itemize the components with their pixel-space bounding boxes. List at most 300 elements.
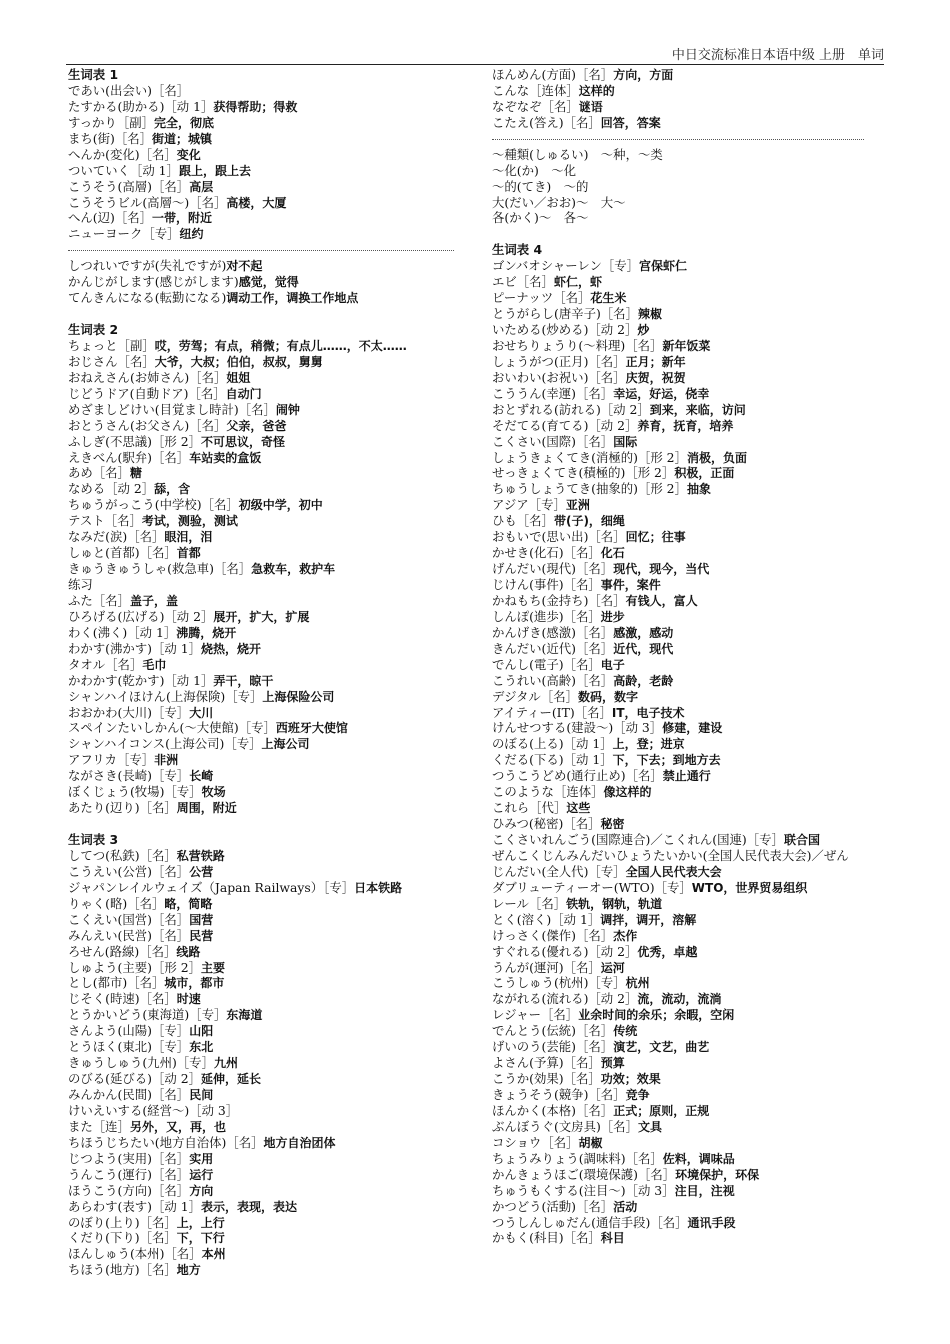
vocab-entry <box>492 1167 892 1183</box>
vocab-entry <box>492 657 892 673</box>
page-header <box>0 44 950 62</box>
entry-reading: いためる(炒める)［动 2］ <box>492 322 638 337</box>
vocab-entry <box>68 529 468 545</box>
entry-reading: なみだ(涙)［名］ <box>68 529 165 545</box>
vocab-entry <box>68 450 468 466</box>
entry-meaning: 带(子)，细绳 <box>553 514 625 529</box>
entry-meaning: 民营 <box>189 928 214 943</box>
vocab-entry <box>68 434 468 450</box>
section-heading: 生词表 3 <box>68 832 119 847</box>
vocab-entry <box>492 322 892 338</box>
entry-reading: みんかん(民間)［名］ <box>68 1087 190 1102</box>
vocab-entry <box>492 1215 892 1231</box>
entry-meaning: 闹钟 <box>275 402 300 417</box>
vocab-entry <box>68 83 468 99</box>
entry-reading: しゅよう(主要)［形 2］ <box>68 959 202 975</box>
vocab-entry <box>68 1167 468 1183</box>
entry-meaning: 毛巾 <box>142 657 167 672</box>
vocab-entry <box>68 784 468 800</box>
header-rule <box>66 64 884 65</box>
entry-meaning: 自动门 <box>225 386 262 401</box>
vocab-entry <box>68 1007 468 1023</box>
entry-reading: こくさいれんごう(国際連合)／こくれん(国連)［专］ <box>492 832 784 847</box>
entry-meaning: 烧热，烧开 <box>201 641 262 656</box>
entry-meaning: 沸腾，烧开 <box>176 625 237 640</box>
entry-reading: きんだい(近代)［名］ <box>492 640 614 656</box>
vocab-entry <box>492 896 892 912</box>
vocab-entry <box>492 115 892 131</box>
vocab-entry <box>68 577 468 593</box>
header-title: 中日交流标准日本语中级 上册 单词 <box>671 48 884 63</box>
entry-reading: こくさい(国際)［名］ <box>492 433 614 449</box>
vocab-entry <box>492 832 892 848</box>
vocab-entry <box>492 290 892 306</box>
entry-meaning: 东北 <box>189 1040 214 1055</box>
entry-reading: かわかす(乾かす)［动 1］ <box>68 672 214 688</box>
vocab-entry <box>68 1215 468 1231</box>
entry-reading: きゅうしゅう(九州)［专］ <box>68 1055 214 1071</box>
vocab-entry <box>492 386 892 402</box>
entry-reading: また［连］ <box>68 1118 130 1134</box>
entry-meaning: 竞争 <box>625 1088 650 1102</box>
vocab-entry <box>68 402 468 418</box>
entry-meaning: 新年饭菜 <box>662 338 711 353</box>
vocab-entry <box>492 210 892 226</box>
entry-meaning: 东海道 <box>226 1008 263 1023</box>
entry-reading: わく(沸く)［动 1］ <box>68 624 177 640</box>
entry-meaning: 运河 <box>600 960 625 975</box>
vocab-entry <box>492 258 892 274</box>
entry-meaning: 禁止通行 <box>662 769 711 784</box>
entry-reading: かねもち(金持ち)［名］ <box>492 592 626 608</box>
entry-meaning: 跟上，跟上去 <box>178 163 251 178</box>
vocab-entry <box>68 1262 468 1278</box>
entry-reading: とく(溶く)［动 1］ <box>492 911 601 927</box>
vocab-entry <box>492 625 892 641</box>
entry-meaning: 优秀，卓越 <box>637 944 698 959</box>
vocab-entry <box>492 418 892 434</box>
vocab-entry <box>68 736 468 752</box>
entry-reading: レール［名］ <box>492 895 567 911</box>
entry-reading: へん(辺)［名］ <box>68 210 153 226</box>
entry-meaning: 调动工作，调换工作地点 <box>226 291 359 306</box>
entry-reading: くだる(下る)［动 1］ <box>492 752 613 768</box>
vocab-entry <box>68 147 468 163</box>
section-heading: 生词表 4 <box>492 242 543 258</box>
vocab-entry <box>68 657 468 673</box>
entry-reading: してつ(私鉄)［名］ <box>68 847 177 863</box>
entry-reading: とうがらし(唐辛子)［名］ <box>492 306 638 322</box>
entry-reading: げんだい(現代)［名］ <box>492 561 614 577</box>
entry-meaning: 车站卖的盒饭 <box>189 450 262 465</box>
vocab-entry <box>492 306 892 322</box>
vocab-entry <box>492 513 892 529</box>
entry-reading: しゅと(首都)［名］ <box>68 545 177 561</box>
entry-meaning: 考试，测验，测试 <box>141 514 238 529</box>
entry-reading: アフリカ［专］ <box>68 752 155 768</box>
entry-reading: こうか(効果)［名］ <box>492 1071 601 1087</box>
entry-meaning: 环境保护，环保 <box>675 1167 760 1182</box>
vocab-entry <box>68 290 468 306</box>
entry-meaning: 非洲 <box>154 753 179 768</box>
vocab-entry <box>492 338 892 354</box>
entry-reading: ちょっと［副］ <box>68 337 155 353</box>
entry-meaning: 民间 <box>189 1088 214 1102</box>
vocab-entry <box>68 720 468 736</box>
entry-meaning: 西班牙大使馆 <box>275 721 348 736</box>
vocab-entry <box>492 1183 892 1199</box>
entry-meaning: 演艺，文艺，曲艺 <box>613 1040 710 1055</box>
vocab-entry <box>68 1039 468 1055</box>
entry-meaning: 辣椒 <box>637 307 662 322</box>
entry-reading: エビ［名］ <box>492 274 554 290</box>
entry-reading: こうそうビル(高層～)［名］ <box>68 194 227 210</box>
entry-reading: ろせん(路線)［名］ <box>68 943 177 959</box>
entry-reading: よさん(予算)［名］ <box>492 1055 601 1071</box>
vocab-entry <box>492 195 892 211</box>
entry-meaning: 虾仁，虾 <box>553 275 602 290</box>
entry-reading: ちゅうがっこう(中学校)［名］ <box>68 497 239 513</box>
entry-reading: ついていく［动 1］ <box>68 162 179 178</box>
vocab-entry <box>68 1087 468 1103</box>
vocab-entry <box>68 386 468 402</box>
vocab-entry <box>492 1007 892 1023</box>
entry-reading: うんこう(運行)［名］ <box>68 1166 190 1182</box>
vocab-entry <box>68 991 468 1007</box>
entry-reading: これら［代］ <box>492 800 567 816</box>
entry-meaning: 幸运，好运，侥幸 <box>613 386 710 401</box>
vocab-entry <box>68 975 468 991</box>
entry-reading: ながさき(長崎)［专］ <box>68 768 190 784</box>
vocab-entry <box>68 625 468 641</box>
entry-reading: ひろげる(広げる)［动 2］ <box>68 608 214 624</box>
vocab-entry <box>68 418 468 434</box>
entry-reading: シャンハイコンス(上海公司)［专］ <box>68 736 262 752</box>
entry-reading: あたり(辺り)［名］ <box>68 800 177 816</box>
entry-reading: たすかる(助かる)［动 1］ <box>68 98 214 114</box>
entry-meaning: 庆贺，祝贺 <box>625 370 686 385</box>
entry-reading: かせき(化石)［名］ <box>492 545 601 561</box>
vocab-entry <box>492 1135 892 1151</box>
vocab-entry <box>68 163 468 179</box>
entry-reading: なぞなぞ［名］ <box>492 98 579 114</box>
entry-meaning: 另外，又，再，也 <box>129 1119 226 1134</box>
vocab-entry <box>68 1230 468 1246</box>
vocab-entry <box>492 736 892 752</box>
entry-reading: ふた［名］ <box>68 592 130 608</box>
vocab-entry <box>68 497 468 513</box>
entry-reading: あらわす(表す)［动 1］ <box>68 1198 202 1214</box>
vocab-entry <box>492 641 892 657</box>
vocab-entry <box>68 210 468 226</box>
entry-reading: みんえい(民営)［名］ <box>68 927 190 943</box>
entry-meaning: 周围，附近 <box>176 801 237 816</box>
entry-reading: しつれいですが(失礼ですが) <box>68 258 227 274</box>
entry-meaning: 实用 <box>189 1151 214 1166</box>
entry-reading: とうほく(東北)［专］ <box>68 1039 190 1055</box>
entry-meaning: 初级中学，初中 <box>238 498 323 513</box>
vocab-entry <box>492 179 892 195</box>
entry-meaning: 上，登；进京 <box>612 737 685 752</box>
entry-reading: とうかいどう(東海道)［专］ <box>68 1007 227 1023</box>
entry-meaning: 地方 <box>176 1263 201 1278</box>
vocab-entry <box>492 497 892 513</box>
vocab-entry <box>492 99 892 115</box>
vocab-entry <box>68 609 468 625</box>
entry-meaning: 地方自治团体 <box>263 1135 336 1150</box>
entry-meaning: 数码，数字 <box>578 689 639 704</box>
entry-reading: ちほう(地方)［名］ <box>68 1262 177 1278</box>
vocab-entry <box>68 800 468 816</box>
vocab-entry <box>492 1119 892 1135</box>
entry-meaning: 近代，现代 <box>613 641 674 656</box>
vocab-entry <box>492 609 892 625</box>
vocab-entry <box>492 434 892 450</box>
entry-meaning: 抽象 <box>686 482 711 497</box>
entry-meaning: 传统 <box>613 1024 638 1039</box>
entry-meaning: 这些 <box>566 801 591 816</box>
entry-meaning: 高龄，老龄 <box>613 673 674 688</box>
vocab-entry <box>68 1183 468 1199</box>
vocab-entry <box>68 641 468 657</box>
vocab-entry <box>492 1230 892 1246</box>
entry-reading: けいえいする(経営～)［动 3］ <box>68 1102 239 1118</box>
entry-meaning: 进步 <box>600 609 625 624</box>
entry-reading: のぼり(上り)［名］ <box>68 1214 177 1230</box>
entry-meaning: 山阳 <box>189 1024 214 1039</box>
entry-meaning: 一带，附近 <box>152 211 213 226</box>
vocab-entry <box>68 195 468 211</box>
entry-reading: そだてる(育てる)［动 2］ <box>492 417 638 433</box>
entry-meaning: 功效；效果 <box>600 1072 661 1087</box>
vocab-entry <box>492 960 892 976</box>
vocab-entry <box>492 83 892 99</box>
entry-reading: こんな［连体］ <box>492 82 579 98</box>
entry-reading: なめる［动 2］ <box>68 481 155 497</box>
entry-reading: 练习 <box>68 577 93 592</box>
entry-meaning: 积极，正面 <box>674 466 735 481</box>
vocab-entry <box>68 1103 468 1119</box>
vocab-entry <box>68 561 468 577</box>
entry-meaning: 流，流动，流淌 <box>637 992 722 1007</box>
entry-reading: ほうこう(方向)［名］ <box>68 1182 190 1198</box>
vocab-entry <box>68 912 468 928</box>
entry-meaning: 九州 <box>213 1056 238 1071</box>
entry-reading: であい(出会い)［名］ <box>68 82 190 98</box>
vocab-entry <box>492 800 892 816</box>
entry-reading: めざましどけい(目覚まし時計)［名］ <box>68 401 276 417</box>
vocab-entry <box>492 912 892 928</box>
vocab-entry <box>492 450 892 466</box>
entry-meaning: 杰作 <box>613 928 638 943</box>
spacer <box>68 816 468 832</box>
entry-reading: ひも［名］ <box>492 513 554 529</box>
vocab-entry <box>492 848 892 864</box>
vocab-entry <box>68 1151 468 1167</box>
vocab-entry <box>492 545 892 561</box>
entry-meaning: WTO，世界贸易组织 <box>691 880 808 895</box>
vocab-entry <box>68 99 468 115</box>
entry-reading: ほんかく(本格)［名］ <box>492 1102 614 1118</box>
entry-reading: さんよう(山陽)［专］ <box>68 1023 190 1039</box>
entry-meaning: 调拌，调开，溶解 <box>600 912 697 927</box>
entry-reading: あめ［名］ <box>68 465 130 481</box>
vocab-entry <box>492 481 892 497</box>
entry-meaning: 姐姐 <box>226 370 251 385</box>
entry-reading: おもいで(思い出)［名］ <box>492 529 626 545</box>
entry-reading: えきべん(駅弁)［名］ <box>68 449 190 465</box>
vocab-entry <box>68 896 468 912</box>
entry-reading: りゃく(略)［名］ <box>68 895 165 911</box>
entry-meaning: 宫保虾仁 <box>639 259 688 274</box>
entry-meaning: 业余时间的余乐；余暇，空闲 <box>578 1008 735 1023</box>
entry-reading: ～化(か) ～化 <box>492 162 577 178</box>
vocab-entry <box>68 864 468 880</box>
entry-reading: ニューヨーク［专］ <box>68 226 180 242</box>
entry-reading: アイティー(IT)［名］ <box>492 704 612 720</box>
entry-meaning: 私营铁路 <box>176 848 225 863</box>
entry-meaning: 不可思议，奇怪 <box>201 434 286 449</box>
entry-meaning: 运行 <box>189 1167 214 1182</box>
vocab-entry <box>492 880 892 896</box>
entry-meaning: 亚洲 <box>565 498 590 513</box>
vocab-entry <box>492 577 892 593</box>
vocab-entry <box>492 705 892 721</box>
vocab-column-right <box>492 67 892 1246</box>
entry-meaning: 正式；原则，正规 <box>613 1103 710 1118</box>
vocab-entry <box>492 720 892 736</box>
vocab-entry <box>68 960 468 976</box>
vocab-entry <box>68 928 468 944</box>
entry-reading: ぼくじょう(牧場)［专］ <box>68 784 202 800</box>
vocab-entry <box>492 928 892 944</box>
vocab-entry <box>68 115 468 131</box>
entry-meaning: 这样的 <box>578 83 615 98</box>
entry-meaning: 养育，抚育，培养 <box>637 418 734 433</box>
vocab-entry <box>492 944 892 960</box>
vocab-entry <box>492 768 892 784</box>
entry-reading: ちょうみりょう(調味料)［名］ <box>492 1150 663 1166</box>
entry-reading: デジタル［名］ <box>492 688 578 704</box>
entry-meaning: 变化 <box>176 147 201 162</box>
entry-meaning: 花生米 <box>590 291 627 306</box>
entry-reading: ゴンバオシャーレン［专］ <box>492 258 640 274</box>
vocab-entry <box>68 705 468 721</box>
vocab-entry <box>492 673 892 689</box>
entry-meaning: 对不起 <box>226 259 263 274</box>
entry-meaning: 父亲，爸爸 <box>226 418 287 433</box>
entry-reading: かもく(科目)［名］ <box>492 1230 601 1246</box>
vocab-entry <box>492 529 892 545</box>
entry-meaning: 文具 <box>637 1119 662 1134</box>
vocab-entry <box>68 481 468 497</box>
entry-meaning: 感觉，觉得 <box>238 275 299 290</box>
entry-reading: すっかり［副］ <box>68 114 154 130</box>
entry-meaning: 获得帮助；得救 <box>213 99 298 114</box>
entry-meaning: 高楼，大厦 <box>226 195 287 210</box>
entry-meaning: 纽约 <box>179 227 204 242</box>
entry-meaning: 到来，来临，访问 <box>649 402 746 417</box>
entry-reading: おじさん［名］ <box>68 353 155 369</box>
vocab-entry <box>492 752 892 768</box>
entry-reading: ピーナッツ［名］ <box>492 290 591 306</box>
entry-reading: つうこうどめ(通行止め)［名］ <box>492 768 663 784</box>
entry-reading: げいのう(芸能)［名］ <box>492 1039 614 1055</box>
vocab-entry <box>492 864 892 880</box>
vocab-entry <box>68 513 468 529</box>
vocab-entry <box>68 1071 468 1087</box>
entry-meaning: 下，下去；到地方去 <box>612 753 721 768</box>
vocab-entry <box>68 179 468 195</box>
entry-reading: こくえい(国営)［名］ <box>68 911 190 927</box>
entry-meaning: 主要 <box>201 960 226 975</box>
entry-meaning: 全国人民代表大会 <box>625 864 722 879</box>
vocab-entry <box>492 465 892 481</box>
vocab-entry <box>68 689 468 705</box>
entry-reading: くだり(下り)［名］ <box>68 1230 177 1246</box>
entry-reading: ～種類(しゅるい) ～种，～类 <box>492 146 663 162</box>
entry-reading: じつよう(実用)［名］ <box>68 1150 190 1166</box>
entry-meaning: 修建，建设 <box>662 721 723 736</box>
vocab-entry <box>492 274 892 290</box>
vocab-entry <box>68 1199 468 1215</box>
entry-reading: ひみつ(秘密)［名］ <box>492 816 601 832</box>
entry-meaning: 日本铁路 <box>354 880 403 895</box>
entry-reading: おねえさん(お姉さん)［名］ <box>68 369 227 385</box>
entry-meaning: 上海公司 <box>261 737 310 752</box>
entry-reading: かんげき(感激)［名］ <box>492 624 614 640</box>
entry-reading: ながれる(流れる)［动 2］ <box>492 991 638 1007</box>
entry-meaning: 国际 <box>613 434 638 449</box>
entry-reading: でんとう(伝統)［名］ <box>492 1023 614 1039</box>
vocab-entry <box>68 848 468 864</box>
entry-reading: テスト［名］ <box>68 513 142 529</box>
entry-reading: かんきょうほご(環境保護)［名］ <box>492 1166 676 1182</box>
entry-reading: 大(だい／おお)～ 大～ <box>492 194 626 210</box>
vocab-entry <box>492 1039 892 1055</box>
entry-reading: せっきょくてき(積極的)［形 2］ <box>492 465 675 481</box>
vocab-entry <box>68 880 468 896</box>
vocab-entry <box>492 402 892 418</box>
vocab-entry <box>68 258 468 274</box>
entry-meaning: 秘密 <box>600 817 625 832</box>
vocab-entry <box>68 338 468 354</box>
vocab-entry <box>68 226 468 242</box>
entry-meaning: 展开，扩大，扩展 <box>213 609 310 624</box>
entry-reading: じんだい(全人代)［专］ <box>492 863 626 879</box>
vocab-entry <box>68 593 468 609</box>
vocab-entry <box>68 1023 468 1039</box>
entry-reading: おいわい(お祝い)［名］ <box>492 369 626 385</box>
entry-reading: ぜんこくじんみんだいひょうたいかい(全国人民代表大会)／ぜん <box>492 847 849 863</box>
entry-reading: へんか(変化)［名］ <box>68 146 177 162</box>
entry-meaning: 化石 <box>600 546 625 561</box>
vocab-entry <box>492 354 892 370</box>
entry-reading: ぶんぼうぐ(文房具)［名］ <box>492 1118 638 1134</box>
entry-reading: おせちりょうり(～料理)［名］ <box>492 337 663 353</box>
entry-meaning: 注目，注视 <box>674 1183 735 1198</box>
entry-reading: コショウ［名］ <box>492 1134 579 1150</box>
vocab-entry <box>68 1135 468 1151</box>
entry-meaning: 略，简略 <box>164 896 213 911</box>
entry-meaning: 城市，都市 <box>164 976 225 991</box>
entry-meaning: 上，上行 <box>176 1215 225 1230</box>
entry-reading: つうしんしゅだん(通信手段)［名］ <box>492 1214 688 1230</box>
vocab-entry <box>68 465 468 481</box>
entry-meaning: 联合国 <box>783 833 820 847</box>
entry-reading: こたえ(答え)［名］ <box>492 114 601 130</box>
entry-reading: かつどう(活動)［名］ <box>492 1198 614 1214</box>
